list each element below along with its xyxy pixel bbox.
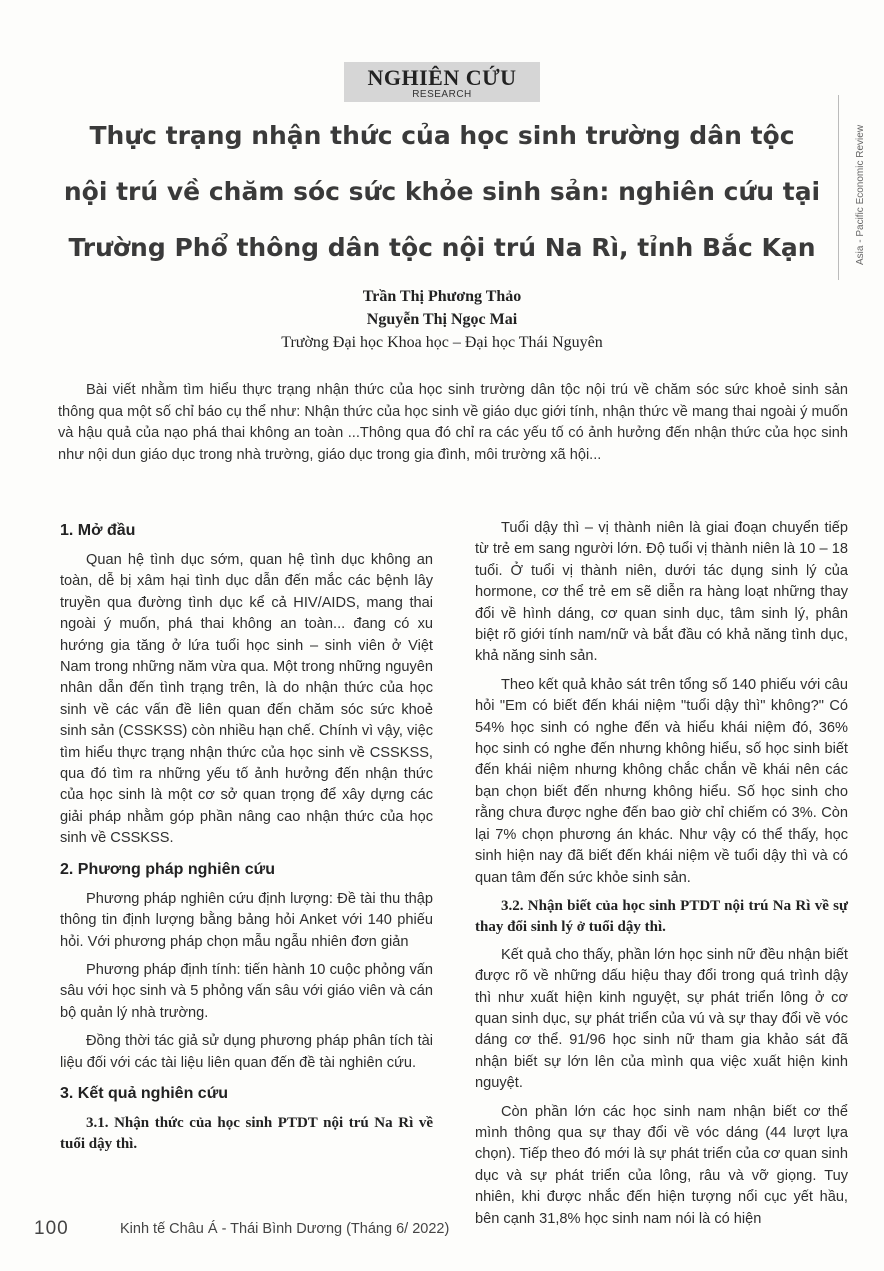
title-line-1: Thực trạng nhận thức của học sinh trường dân tộc [89,121,795,150]
paragraph: Đồng thời tác giả sử dụng phương pháp phân tích tài liệu đối với các tài liệu liên quan đến đề tài nghiên cứu. [60,1033,433,1071]
footer-journal: Kinh tế Châu Á - Thái Bình Dương (Tháng 6/ 2022) [120,1221,450,1237]
heading-methods: 2. Phương pháp nghiên cứu [60,860,275,878]
left-column [60,518,433,1162]
section-badge [344,62,540,102]
paragraph: Còn phần lớn các học sinh nam nhận biết cơ thể mình thông qua sự thay đổi về vóc dáng (44 lượt lựa chọn). Tiếp theo đó mới là sự phát triển của cơ quan sinh dục và sự phát triển của lông, râu và vỡ giọng. Tuy nhiên, khi được nhắc đến hiện tượng nổi cục yết hầu, bên cạnh 31,8% học sinh nam nói là có hiện [475,1103,848,1227]
page-footer [34,1218,854,1242]
subheading-3-1: 3.1. Nhận thức của học sinh PTDT nội trú Na Rì về tuổi dậy thì. [60,1114,433,1153]
author-block [30,285,854,354]
paragraph: Theo kết quả khảo sát trên tổng số 140 phiếu với câu hỏi "Em có biết đến khái niệm "tuổi dậy thì" không?" Có 54% học sinh có nghe đến và hiểu khái niệm đó, 36% học sinh có nghe đến nhưng không hiểu, số học sinh biết đến khái niệm nhưng không chắc chắn về khái nên các bạn chọn biết đến nhưng không hiểu. Số học sinh cho rằng chưa được nghe đến bao giờ chỉ chiếm có 3%. Còn lại 7% chọn phương án khác. Như vậy có thể thấy, học sinh hiện nay đã biết đến khái niệm về tuổi dậy thì và có quan tâm đến sức khỏe sinh sản. [475,676,848,886]
title-line-2: nội trú về chăm sóc sức khỏe sinh sản: nghiên cứu tại [63,177,821,206]
heading-results: 3. Kết quả nghiên cứu [60,1084,229,1102]
affiliation: Trường Đại học Khoa học – Đại học Thái Nguyên [281,334,603,351]
subheading-3-2: 3.2. Nhận biết của học sinh PTDT nội trú Na Rì về sự thay đổi sinh lý ở tuổi dậy thì. [475,897,848,936]
paragraph: Phương pháp định tính: tiến hành 10 cuộc phỏng vấn sâu với học sinh và 5 phỏng vấn sâu với giáo viên và cán bộ quản lý nhà trường. [60,961,433,1021]
author-1: Trần Thị Phương Thảo [362,288,522,305]
paragraph: Kết quả cho thấy, phần lớn học sinh nữ đều nhận biết được rõ về những dấu hiệu thay đổi trong quá trình dậy thì như xuất hiện kinh nguyệt, sự phát triển lông ở cơ quan sinh dục, sự phát triển của vú và sự thay đổi về vóc dáng cơ thể. 91/96 học sinh nữ tham gia khảo sát đã nhận biết sự lớn lên của mình qua việc xuất hiện kinh nguyệt. [475,946,848,1092]
page-number: 100 [34,1218,69,1239]
paragraph: Tuổi dậy thì – vị thành niên là giai đoạn chuyển tiếp từ trẻ em sang người lớn. Độ tuổi vị thành niên là 10 – 18 tuổi. Ở tuổi vị thành niên, dưới tác dụng sinh lý của hormone, cơ thể trẻ em sẽ diễn ra hàng loạt những thay đổi về hình dáng, cơ quan sinh dục, tâm sinh lý, phân biệt rõ giới tính nam/nữ và bắt đầu có khả năng tình dục, khả năng sinh sản. [475,520,848,665]
side-journal-name: Asia - Pacific Economic Review [855,124,866,265]
section-sublabel: RESEARCH [412,89,472,100]
paragraph: Quan hệ tình dục sớm, quan hệ tình dục không an toàn, dễ bị xâm hại tình dục dẫn đến mắc các bệnh lây truyền qua đường tình dục kể cả HIV/AIDS, mang thai ngoài ý muốn, phá thai không an toàn... đang có xu hướng gia tăng ở lứa tuổi học sinh – sinh viên ở Việt Nam trong những năm vừa qua. Một trong những nguyên nhân dẫn đến tình trạng trên, là do nhận thức của học sinh về các vấn đề liên quan đến chăm sóc sức khoẻ sinh sản (CSSKSS) còn nhiều hạn chế. Chính vì vậy, việc tìm hiểu thực trạng nhận thức của học sinh về CSSKSS, qua đó tìm ra những yếu tố ảnh hưởng đến nhận thức của học sinh là một cơ sở quan trọng để xây dựng các giải pháp nhằm góp phần nâng cao nhận thức của học sinh về CSSKSS. [60,552,433,847]
right-column [475,518,848,1237]
article-title [30,108,854,276]
heading-introduction: 1. Mở đầu [60,522,136,539]
abstract: Bài viết nhằm tìm hiểu thực trạng nhận thức của học sinh trường dân tộc nội trú về chăm sóc sức khoẻ sinh sản thông qua một số chỉ báo cụ thể như: Nhận thức của học sinh về giáo dục giới tính, nhận thức về mang thai ngoài ý muốn và hậu quả của nạo phá thai không an toàn ...Thông qua đó chỉ ra các yếu tố có ảnh hưởng đến nhận thức của học sinh như nội dun giáo dục trong nhà trường, giáo dục trong gia đình, môi trường xã hội... [58,382,848,463]
author-2: Nguyễn Thị Ngọc Mai [366,311,518,328]
paragraph: Phương pháp nghiên cứu định lượng: Đề tài thu thập thông tin định lượng bằng bảng hỏi Anket với 140 phiếu hỏi. Với phương pháp chọn mẫu ngẫu nhiên đơn giản [60,890,433,950]
section-label: NGHIÊN CỨU [367,65,517,90]
title-line-3: Trường Phổ thông dân tộc nội trú Na Rì, tỉnh Bắc Kạn [68,233,816,262]
